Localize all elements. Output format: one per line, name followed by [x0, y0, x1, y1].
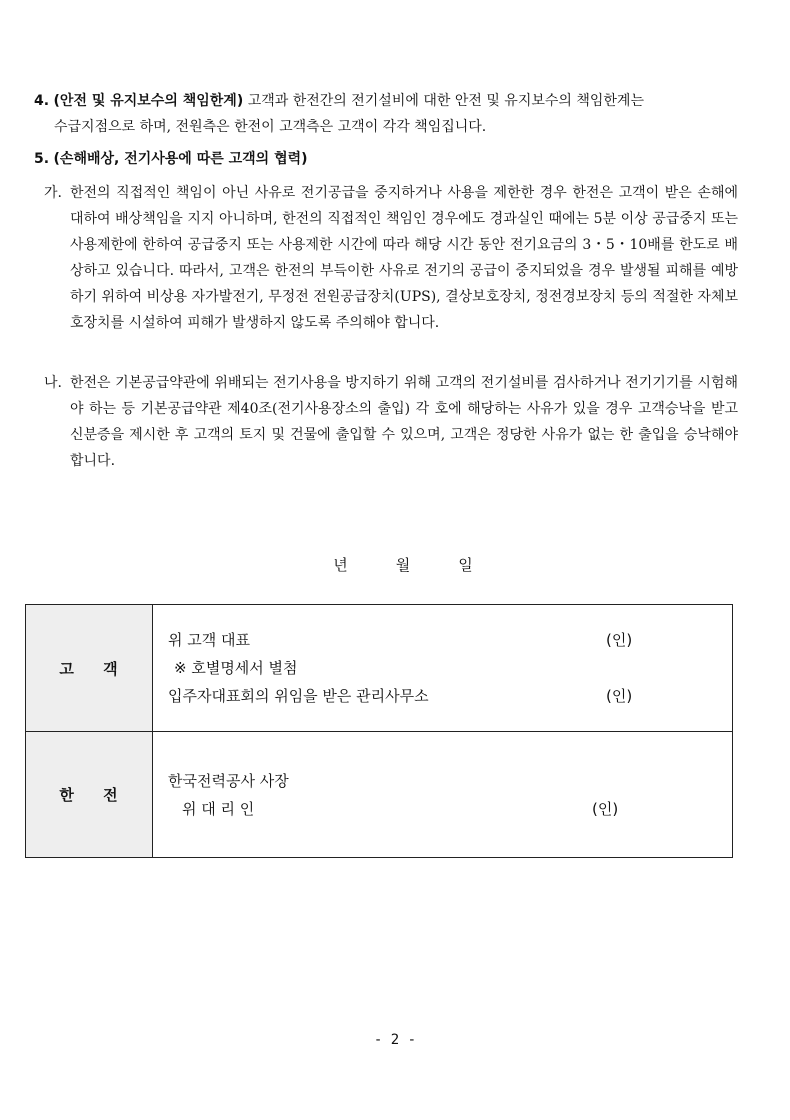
kepco-content: [153, 732, 733, 858]
customer-representative-label: 위 고객 대표: [168, 631, 250, 649]
kepco-agent-label: 위 대 리 인: [182, 799, 255, 818]
section-4-title: (안전 및 유지보수의 책임한계): [53, 93, 244, 109]
customer-line-1: [168, 626, 732, 654]
date-line: [0, 554, 790, 575]
customer-header: 고 객: [26, 605, 153, 732]
date-month: 월: [395, 556, 411, 574]
customer-line-2: [168, 654, 732, 682]
section-5-heading: [34, 146, 744, 172]
section-5-title: (손해배상, 전기사용에 따른 고객의 협력): [53, 151, 308, 167]
item-na: [44, 370, 738, 474]
date-day: 일: [458, 556, 473, 574]
date-year: 년: [333, 556, 348, 574]
page-number: - 2 -: [373, 1032, 417, 1048]
customer-row: [26, 605, 733, 732]
section-4-line-2: 수급지점으로 하며, 전원측은 한전이 고객측은 고객이 각각 책임집니다.: [54, 119, 487, 135]
customer-attachment-note: ※ 호별명세서 별첨: [174, 659, 298, 677]
kepco-president-label: 한국전력공사 사장: [168, 771, 289, 790]
kepco-header: 한 전: [26, 732, 153, 858]
kepco-seal: (인): [592, 799, 619, 818]
item-ga-text: 한전의 직접적인 책임이 아닌 사유로 전기공급을 중지하거나 사용을 제한한 경우 한전은 고객이 받은 손해에 대하여 배상책임을 지지 아니하며, 한전의 직접적인 책임인 경우에도 경과실인 때에는 5분 이상 공급중지 또는 사용제한에 한하여 공급중지 또는 사용제한 시간에 따라 해당 시간 동안 전기요금의 3・5・10배를 한도로 배상하고 있습니다. 따라서, 고객은 한전의 부득이한 사유로 전기의 공급이 중지되었을 경우 발생될 피해를 예방하기 위하여 비상용 자가발전기, 무정전 전원공급장치(UPS), 결상보호장치, 정전경보장치 등의 적절한 자체보호장치를 시설하여 피해가 발생하지 않도록 주의해야 합니다.: [70, 185, 738, 331]
section-4-line-1: 고객과 한전간의 전기설비에 대한 안전 및 유지보수의 책임한계는: [247, 93, 644, 109]
section-4: [34, 88, 744, 140]
customer-seal-2: (인): [606, 687, 633, 705]
kepco-line-1: [168, 767, 732, 795]
signature-table: [25, 604, 733, 858]
item-ga-mark: 가.: [44, 185, 62, 201]
customer-content: [153, 605, 733, 732]
kepco-line-2: [168, 795, 732, 823]
customer-line-3: [168, 682, 732, 710]
item-na-mark: 나.: [44, 375, 62, 391]
kepco-row: [26, 732, 733, 858]
customer-management-office: 입주자대표회의 위임을 받은 관리사무소: [168, 687, 429, 705]
item-ga: [44, 180, 738, 336]
item-na-text: 한전은 기본공급약관에 위배되는 전기사용을 방지하기 위해 고객의 전기설비를 검사하거나 전기기기를 시험해야 하는 등 기본공급약관 제40조(전기사용장소의 출입) 각 호에 해당하는 사유가 있을 경우 고객승낙을 받고 신분증을 제시한 후 고객의 토지 및 건물에 출입할 수 있으며, 고객은 정당한 사유가 없는 한 출입을 승낙해야 합니다.: [70, 375, 738, 469]
section-4-number: 4.: [34, 93, 50, 109]
section-4-first-line: [34, 88, 744, 114]
section-5-number: 5.: [34, 151, 50, 167]
customer-seal-1: (인): [606, 631, 633, 649]
